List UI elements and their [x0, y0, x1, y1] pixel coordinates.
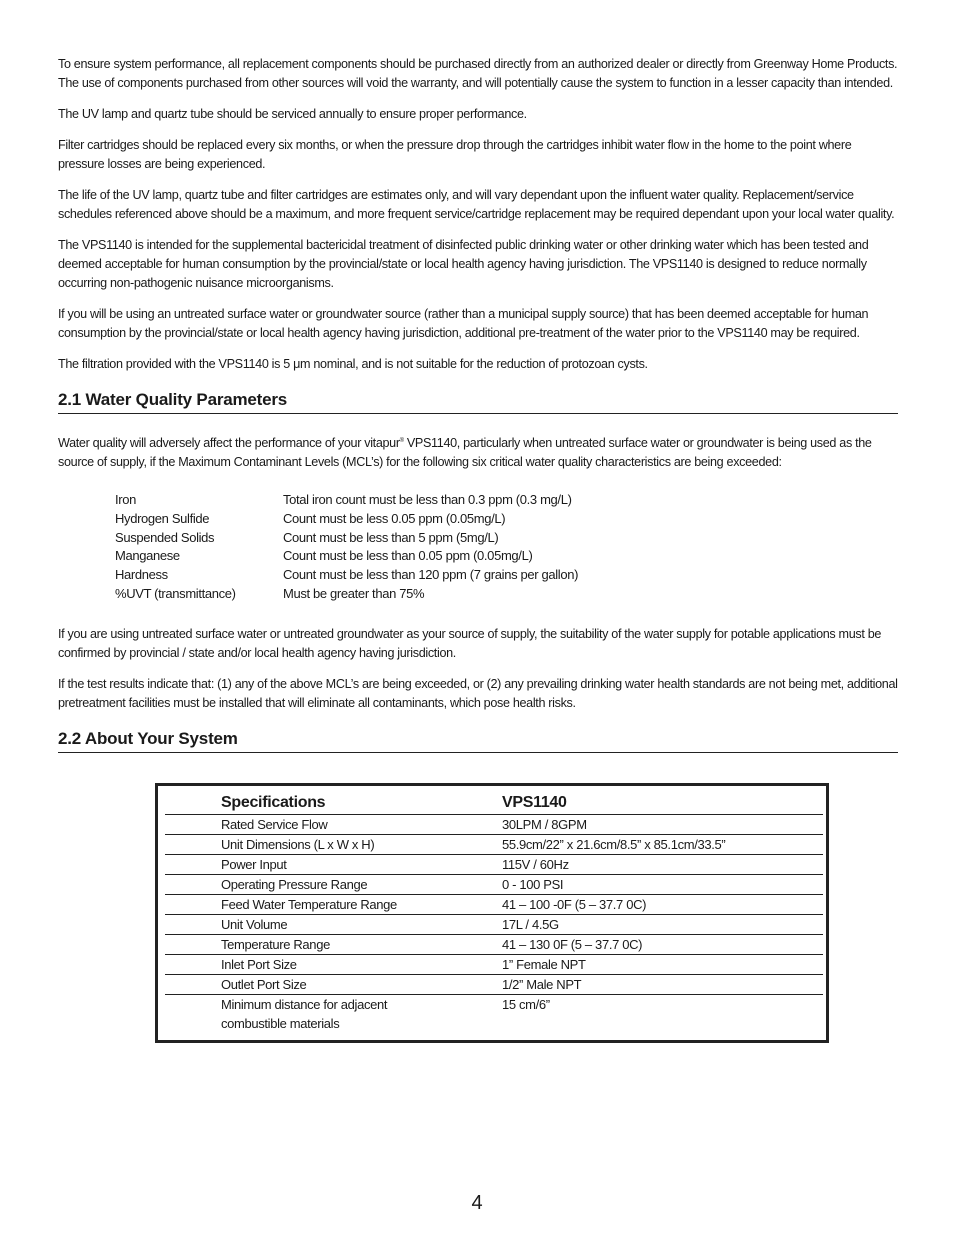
test-results-paragraph: If the test results indicate that: (1) any of the above MCL’s are being exceeded, or (2) any prevailing drinking water health standards are not being met, additional pretreatment facilities must be installed that will eliminate all contaminants, which pose health risks.: [58, 675, 898, 710]
intro-paragraph: The VPS1140 is intended for the supplemental bactericidal treatment of disinfected public drinking water or other drinking water which has been tested and deemed acceptable for human consumption by the provincial/state or local health agency having jurisdiction. The VPS1140 is designed to reduce normally occurring non-pathogenic nuisance microorganisms.: [58, 237, 869, 290]
spec-row: [165, 995, 823, 1033]
spec-label: Unit Dimensions (L x W x H): [221, 836, 375, 852]
spec-table-header: [165, 791, 823, 815]
spec-value: 30LPM / 8GPM: [502, 816, 587, 832]
spec-label: Feed Water Temperature Range: [221, 896, 397, 912]
page-number: 4: [471, 1192, 483, 1214]
intro-after-text: VPS1140, particularly when untreated surface water or groundwater is being used as the source of supply, if the Maximum Contaminant Levels (MCL’s) for the following six critical water quality characteristics are being exceeded:: [58, 435, 872, 469]
section-heading-water-quality: 2.1 Water Quality Parameters: [58, 390, 898, 414]
intro-paragraph: If you will be using an untreated surface water or groundwater source (rather than a municipal supply source) that has been deemed acceptable for human consumption by the provincial/state or local health agency having jurisdiction, additional pre-treatment of the water prior to the VPS1140 may be required.: [58, 306, 869, 340]
parameter-name: Suspended Solids: [115, 529, 215, 545]
intro-paragraph: The UV lamp and quartz tube should be serviced annually to ensure proper performance.: [58, 106, 527, 121]
parameter-limit: Count must be less than 0.05 ppm (0.05mg/L): [283, 548, 533, 564]
intro-before-text: Water quality will adversely affect the performance of your vitapur: [58, 435, 400, 450]
spec-row: [165, 815, 823, 835]
parameter-limit: Must be greater than 75%: [283, 585, 425, 601]
parameter-row: [115, 491, 898, 510]
spec-label: Unit Volume: [221, 916, 288, 932]
spec-value: 55.9cm/22” x 21.6cm/8.5” x 85.1cm/33.5”: [502, 836, 726, 852]
spec-label: Power Input: [221, 856, 287, 872]
spec-row: [165, 855, 823, 875]
water-quality-intro: [58, 432, 898, 471]
parameter-row: [115, 585, 898, 604]
spec-row: [165, 895, 823, 915]
parameter-limit: Count must be less than 5 ppm (5mg/L): [283, 529, 499, 545]
spec-value: 15 cm/6”: [502, 996, 550, 1012]
spec-row: [165, 975, 823, 995]
parameter-row: [115, 566, 898, 585]
spec-header-label: Specifications: [221, 793, 326, 811]
registered-mark: ®: [399, 438, 404, 444]
parameter-name: Hydrogen Sulfide: [115, 510, 210, 526]
spec-row: [165, 955, 823, 975]
spec-row: [165, 835, 823, 855]
spec-value: 17L / 4.5G: [502, 916, 559, 932]
page-content: [58, 54, 898, 1031]
intro-paragraph: Filter cartridges should be replaced every six months, or when the pressure drop through the cartridges inhibit water flow in the home to the point where pressure losses are being experienced.: [58, 137, 852, 171]
spec-header-model: VPS1140: [502, 793, 567, 811]
spec-label: Rated Service Flow: [221, 816, 328, 832]
spec-value: 1” Female NPT: [502, 956, 586, 972]
spec-value: 41 – 100 -0F (5 – 37.7 0C): [502, 896, 647, 912]
intro-paragraph: The life of the UV lamp, quartz tube and filter cartridges are estimates only, and will vary dependant upon the influent water quality. Replacement/service schedules referenced above should be a maximum, and more frequent service/cartridge replacement may be required dependant upon your local water quality.: [58, 187, 895, 221]
spec-row: [165, 875, 823, 895]
spec-label: Operating Pressure Range: [221, 876, 368, 892]
spec-row: [165, 935, 823, 955]
parameter-name: Hardness: [115, 567, 168, 583]
spec-value: 41 – 130 0F (5 – 37.7 0C): [502, 936, 643, 952]
supply-suitability-paragraph: If you are using untreated surface water or untreated groundwater as your source of supply, the suitability of the water supply for potable applications must be confirmed by provincial / state and/or local health agency having jurisdiction.: [58, 625, 882, 660]
parameter-name: Manganese: [115, 548, 180, 564]
spec-label: Temperature Range: [221, 936, 330, 952]
parameter-row: [115, 510, 898, 529]
parameter-name: Iron: [115, 492, 137, 507]
intro-paragraph: The filtration provided with the VPS1140 is 5 μm nominal, and is not suitable for the reduction of protozoan cysts.: [58, 356, 648, 371]
spec-label: Outlet Port Size: [221, 976, 307, 992]
spec-row: [165, 915, 823, 935]
spec-label: Minimum distance for adjacent combustible materials: [221, 996, 388, 1031]
parameter-limit: Count must be less 0.05 ppm (0.05mg/L): [283, 510, 506, 526]
spec-label: Inlet Port Size: [221, 956, 297, 972]
specifications-table: [155, 783, 829, 1043]
water-quality-parameters: [115, 491, 898, 604]
parameter-name: %UVT (transmittance): [115, 585, 236, 601]
spec-value: 115V / 60Hz: [502, 856, 569, 872]
spec-value: 1/2” Male NPT: [502, 976, 582, 992]
parameter-limit: Count must be less than 120 ppm (7 grains per gallon): [283, 567, 579, 583]
parameter-limit: Total iron count must be less than 0.3 ppm (0.3 mg/L): [283, 492, 572, 507]
section-heading-about-system: 2.2 About Your System: [58, 729, 898, 753]
parameter-row: [115, 547, 898, 566]
parameter-row: [115, 529, 898, 548]
spec-value: 0 - 100 PSI: [502, 876, 564, 892]
intro-paragraph: To ensure system performance, all replacement components should be purchased directly from an authorized dealer or directly from Greenway Home Products. The use of components purchased from other sources will void the warranty, and will potentially cause the system to function in a lesser capacity than intended.: [58, 56, 898, 90]
